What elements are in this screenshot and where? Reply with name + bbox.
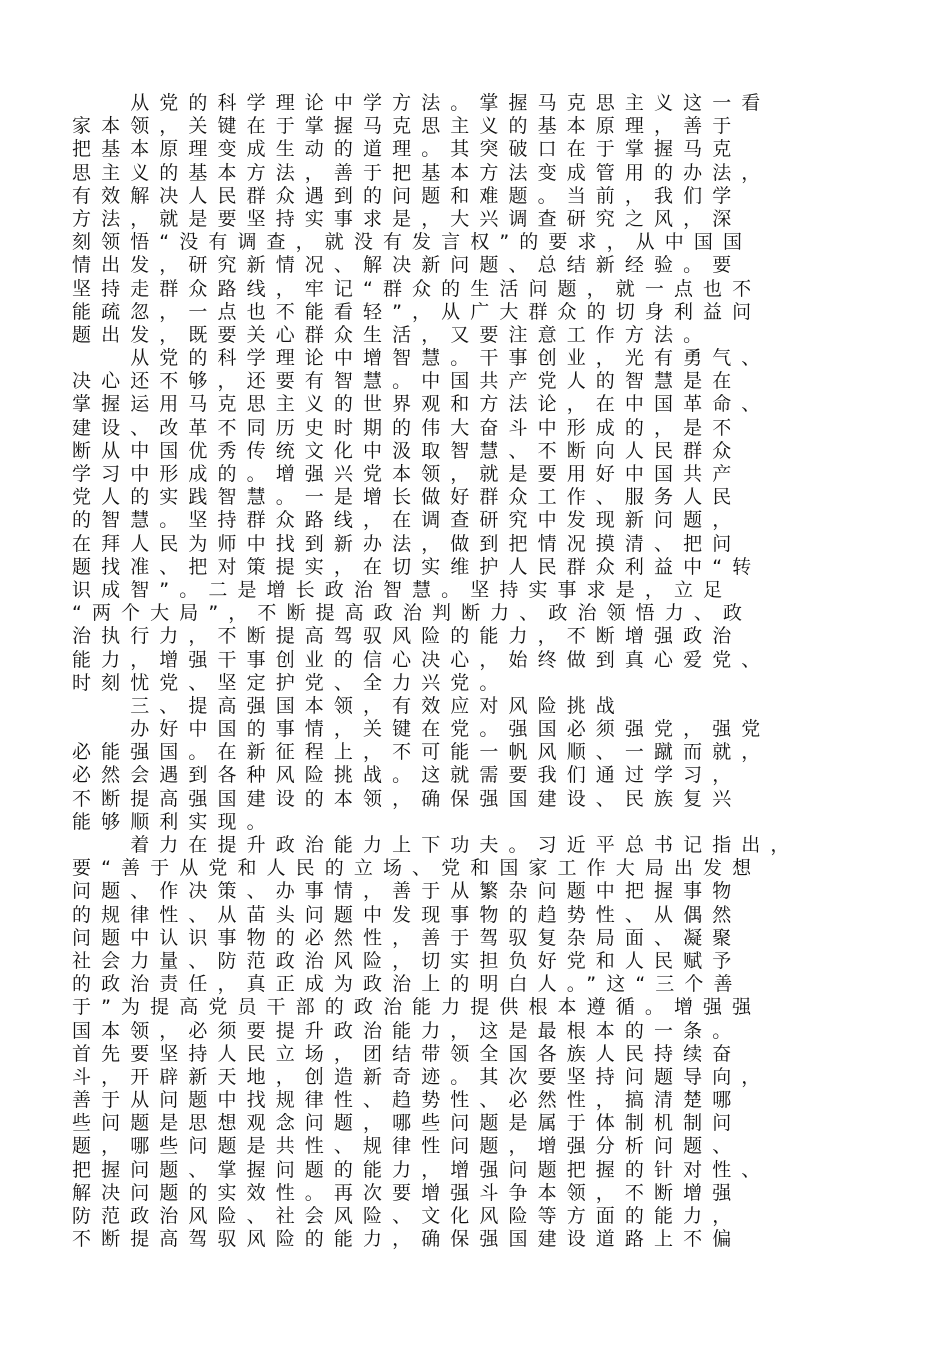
text-line: 在拜人民为师中找到新办法，做到把情况摸清、把问 xyxy=(72,532,742,555)
text-line: 题找准、把对策提实，在切实维护人民群众利益中“转 xyxy=(72,555,762,578)
text-line: 题出发，既要关心群众生活，又要注意工作方法。 xyxy=(72,323,713,346)
text-line: 把握问题、掌握问题的能力，增强问题把握的针对性、 xyxy=(72,1158,771,1181)
text-line: 问题、作决策、办事情，善于从繁杂问题中把握事物 xyxy=(72,880,742,903)
text-line: 思主义的基本方法，善于把基本方法变成管用的办法， xyxy=(72,161,771,184)
text-line: 情出发，研究新情况、解决新问题、总结新经验。要 xyxy=(72,254,742,277)
text-line: 把基本原理变成生动的道理。其突破口在于掌握马克 xyxy=(72,138,742,161)
text-line: 识成智”。二是增长政治智慧。坚持实事求是，立足 xyxy=(72,578,733,601)
text-line: 斗，开辟新天地，创造新奇迹。其次要坚持问题导向， xyxy=(72,1065,771,1088)
text-line: 三、提高强国本领，有效应对风险挑战 xyxy=(72,694,625,717)
text-line: 于”为提高党员干部的政治能力提供根本遵循。增强强 xyxy=(72,996,762,1019)
text-line: 断从中国优秀传统文化中汲取智慧、不断向人民群众 xyxy=(72,439,742,462)
text-line: 的规律性、从苗头问题中发现事物的趋势性、从偶然 xyxy=(72,903,742,926)
text-line: 首先要坚持人民立场，团结带领全国各族人民持续奋 xyxy=(72,1042,742,1065)
text-line: “两个大局”，不断提高政治判断力、政治领悟力、政 xyxy=(72,602,753,625)
document-body xyxy=(72,92,895,1251)
text-line: 建设、改革不同历史时期的伟大奋斗中形成的，是不 xyxy=(72,416,742,439)
text-line: 能够顺利实现。 xyxy=(72,810,276,833)
text-line: 必然会遇到各种风险挑战。这就需要我们通过学习， xyxy=(72,764,742,787)
text-line: 从党的科学理论中增智慧。干事创业，光有勇气、 xyxy=(72,347,771,370)
text-line: 要“善于从党和人民的立场、党和国家工作大局出发想 xyxy=(72,857,762,880)
text-line: 刻领悟“没有调查，就没有发言权”的要求，从中国国 xyxy=(72,231,753,254)
text-line: 善于从问题中找规律性、趋势性、必然性，搞清楚哪 xyxy=(72,1089,742,1112)
text-line: 防范政治风险、社会风险、文化风险等方面的能力， xyxy=(72,1205,742,1227)
text-line: 不断提高驾驭风险的能力，确保强国建设道路上不偏 xyxy=(72,1228,742,1251)
text-line: 不断提高强国建设的本领，确保强国建设、民族复兴 xyxy=(72,787,742,810)
text-line: 必能强国。在新征程上，不可能一帆风顺、一蹴而就， xyxy=(72,741,771,764)
text-line: 决心还不够，还要有智慧。中国共产党人的智慧是在 xyxy=(72,370,742,393)
text-line: 的智慧。坚持群众路线，在调查研究中发现新问题， xyxy=(72,509,742,532)
text-line: 国本领，必须要提升政治能力，这是最根本的一条。 xyxy=(72,1019,742,1042)
text-line: 办好中国的事情，关键在党。强国必须强党，强党 xyxy=(72,718,771,741)
text-line: 时刻忧党、坚定护党、全力兴党。 xyxy=(72,671,509,694)
text-line: 解决问题的实效性。再次要增强斗争本领，不断增强 xyxy=(72,1181,742,1204)
text-line: 学习中形成的。增强兴党本领，就是要用好中国共产 xyxy=(72,463,742,485)
text-line: 方法，就是要坚持实事求是，大兴调查研究之风，深 xyxy=(72,207,742,230)
text-line: 从党的科学理论中学方法。掌握马克思主义这一看 xyxy=(72,92,771,114)
text-line: 问题中认识事物的必然性，善于驾驭复杂局面、凝聚 xyxy=(72,926,742,949)
text-line: 坚持走群众路线，牢记“群众的生活问题，就一点也不 xyxy=(72,277,762,300)
text-line: 有效解决人民群众遇到的问题和难题。当前，我们学 xyxy=(72,184,742,207)
text-line: 社会力量、防范政治风险，切实担负好党和人民赋予 xyxy=(72,949,742,972)
text-line: 着力在提升政治能力上下功夫。习近平总书记指出， xyxy=(72,834,800,856)
text-line: 的政治责任，真正成为政治上的明白人。”这“三个善 xyxy=(72,973,743,996)
text-line: 能疏忽，一点也不能看轻”，从广大群众的切身利益问 xyxy=(72,300,762,323)
text-line: 能力，增强干事创业的信心决心，始终做到真心爱党、 xyxy=(72,648,771,671)
text-line: 些问题是思想观念问题，哪些问题是属于体制机制问 xyxy=(72,1112,742,1135)
text-line: 掌握运用马克思主义的世界观和方法论，在中国革命、 xyxy=(72,393,771,416)
text-line: 家本领，关键在于掌握马克思主义的基本原理，善于 xyxy=(72,115,742,138)
text-line: 题，哪些问题是共性、规律性问题，增强分析问题、 xyxy=(72,1135,742,1158)
text-line: 党人的实践智慧。一是增长做好群众工作、服务人民 xyxy=(72,486,742,509)
text-line: 治执行力，不断提高驾驭风险的能力，不断增强政治 xyxy=(72,625,742,648)
